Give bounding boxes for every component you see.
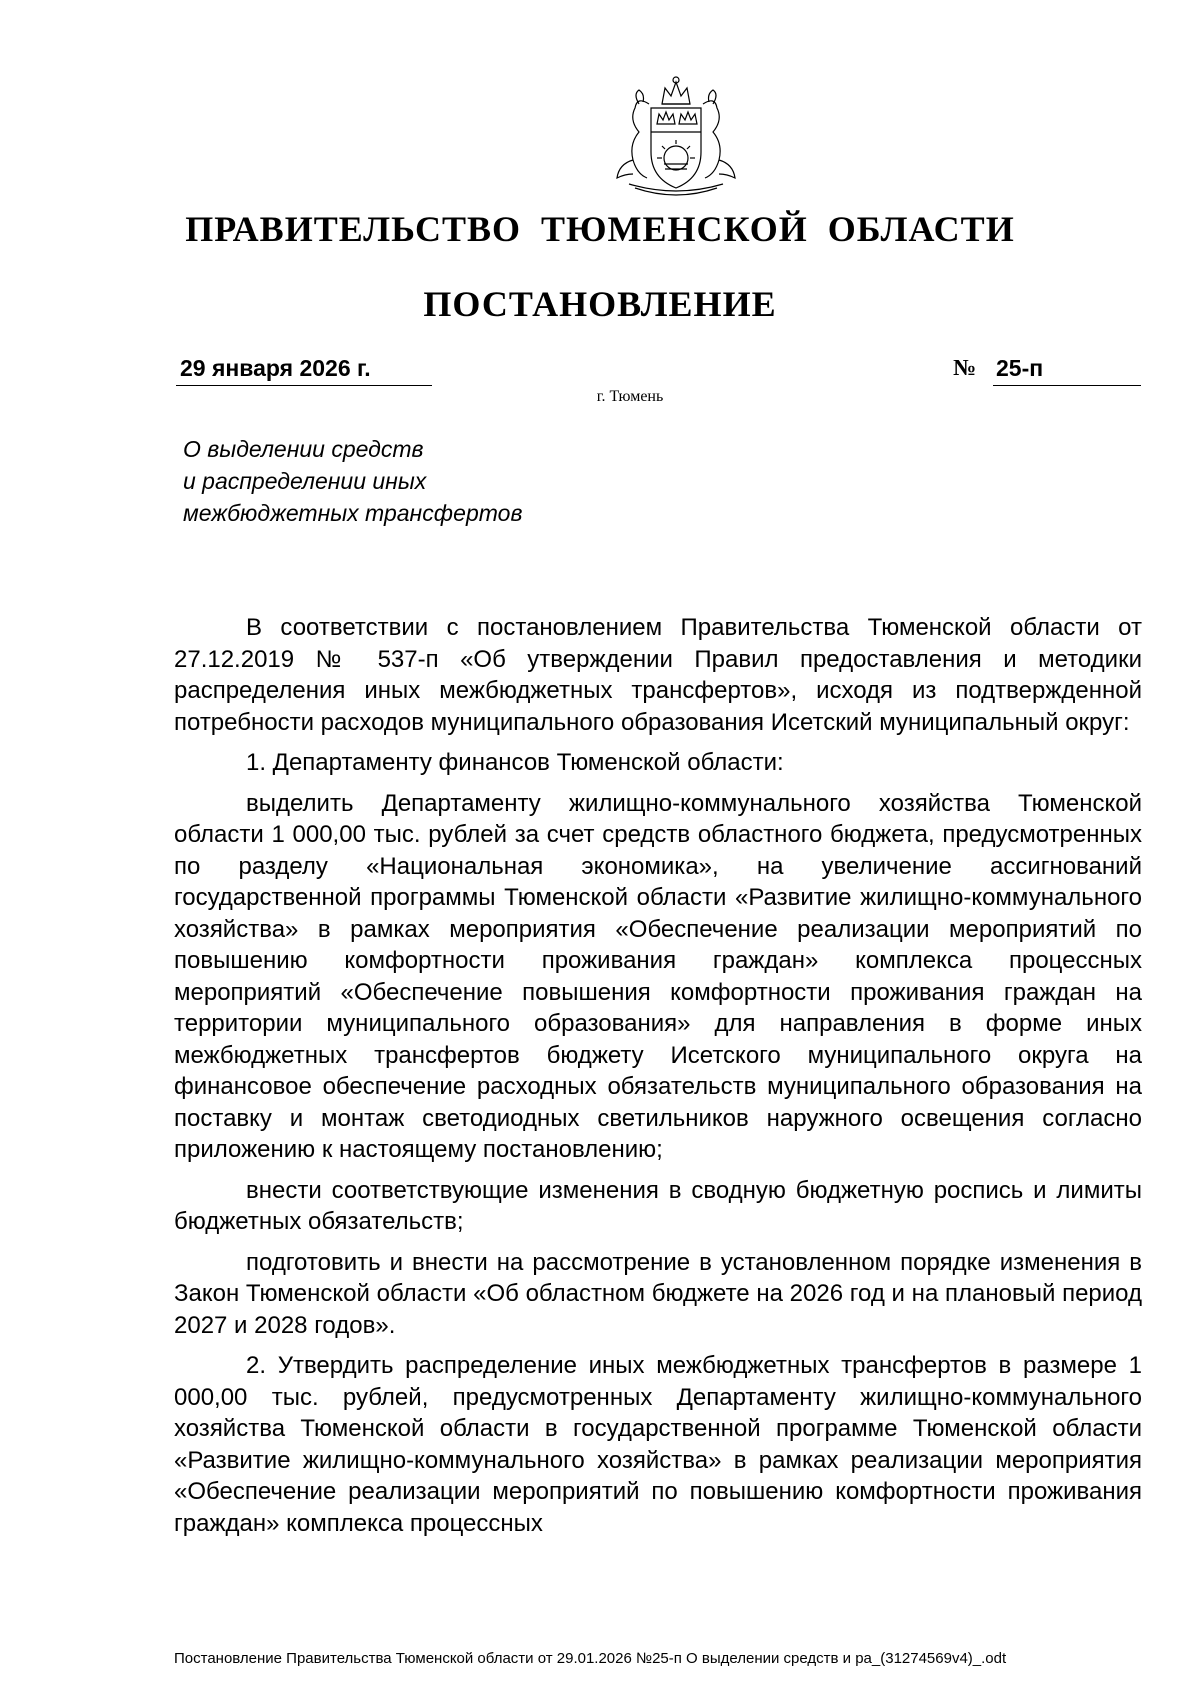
footer-filename: Постановление Правительства Тюменской области от 29.01.2026 №25-п О выделении средств и ра_(31274569v4)_.odt: [174, 1650, 1007, 1667]
coat-of-arms-icon: [599, 74, 753, 200]
subject-line: и распределении иных: [183, 468, 427, 494]
date-field: [176, 355, 432, 386]
document-date: 29 января 2026 г.: [180, 355, 371, 381]
body-paragraph: внести соответствующие изменения в сводную бюджетную роспись и лимиты бюджетных обязательств;: [174, 1176, 1142, 1235]
government-title: ПРАВИТЕЛЬСТВО ТЮМЕНСКОЙ ОБЛАСТИ: [185, 209, 1015, 249]
city-label: г. Тюмень: [596, 388, 664, 405]
document-subject: [183, 433, 522, 529]
body-paragraph: выделить Департаменту жилищно-коммунального хозяйства Тюменской области 1 000,00 тыс. рублей за счет средств областного бюджета, предусмотренных по разделу «Национальная экономика», на увеличение ассигнований государственной программы Тюменской области «Развитие жилищно-коммунального хозяйства» в рамках мероприятия «Обеспечение реализации мероприятий по повышению комфортности проживания граждан» комплекса процессных мероприятий «Обеспечение повышения комфортности проживания граждан на территории муниципального образования» для направления в форме иных межбюджетных трансфертов бюджету Исетского муниципального округа на финансовое обеспечение расходных обязательств муниципального образования на поставку и монтаж светодиодных светильников наружного освещения согласно приложению к настоящему постановлению;: [174, 789, 1142, 1163]
number-sign: №: [953, 355, 977, 380]
document-body: [174, 612, 1142, 1548]
document-number: 25-п: [996, 355, 1044, 381]
body-paragraph: подготовить и внести на рассмотрение в установленном порядке изменения в Закон Тюменской области «Об областном бюджете на 2026 год и на плановый период 2027 и 2028 годов».: [174, 1248, 1142, 1339]
body-paragraph: 2. Утвердить распределение иных межбюджетных трансфертов в размере 1 000,00 тыс. рублей, предусмотренных Департаменту жилищно-коммунального хозяйства Тюменской области в государственной программе Тюменской области «Развитие жилищно-коммунального хозяйства» в рамках реализации мероприятия «Обеспечение реализации мероприятий по повышению комфортности проживания граждан» комплекса процессных: [174, 1352, 1142, 1537]
body-paragraph: 1. Департаменту финансов Тюменской области:: [246, 749, 784, 776]
subject-line: О выделении средств: [183, 436, 424, 462]
number-field: [993, 355, 1141, 386]
body-paragraph: В соответствии с постановлением Правительства Тюменской области от 27.12.2019 № 537-п «Об утверждении Правил предоставления и методики распределения иных межбюджетных трансфертов», исходя из подтвержденной потребности расходов муниципального образования Исетский муниципальный округ:: [174, 614, 1142, 736]
document-type: ПОСТАНОВЛЕНИЕ: [423, 284, 777, 324]
subject-line: межбюджетных трансфертов: [183, 500, 523, 526]
